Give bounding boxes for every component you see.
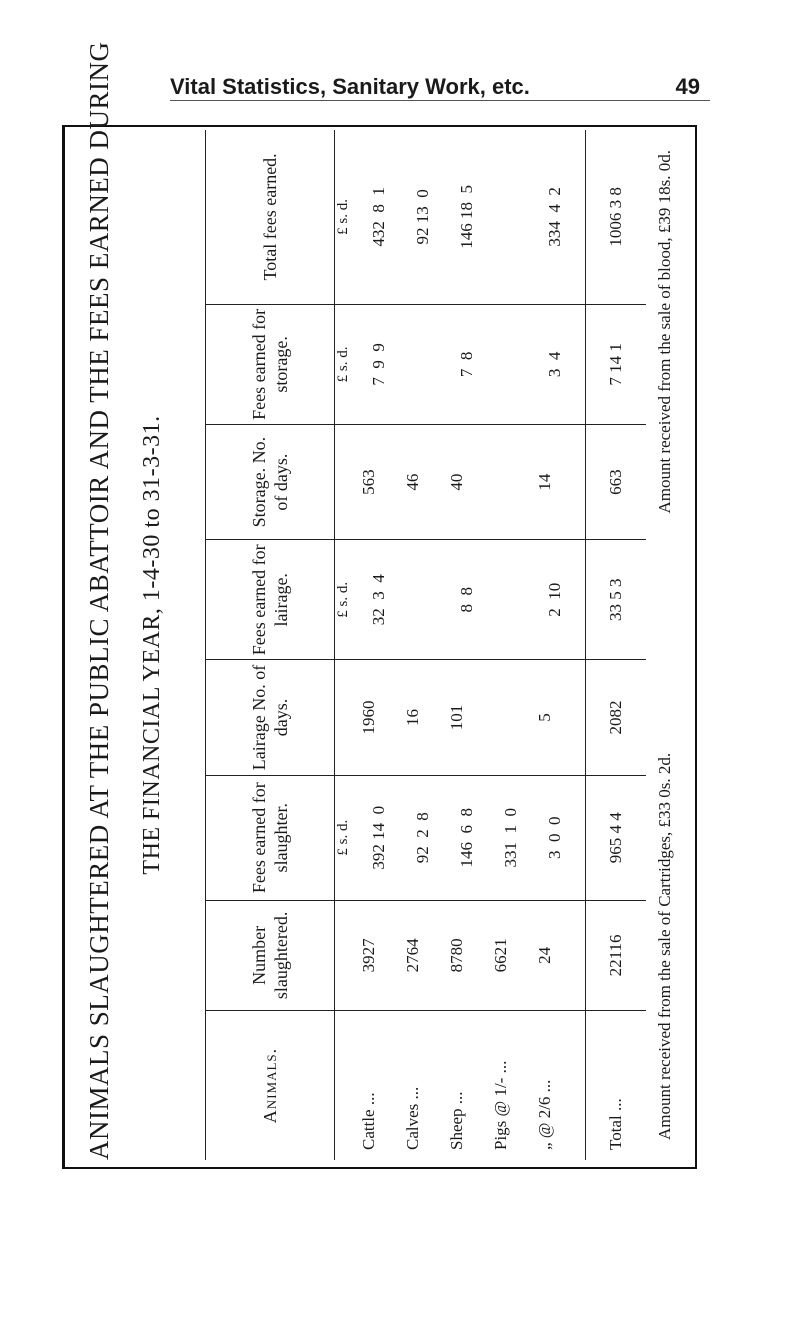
table-cell: 2 10 (545, 582, 564, 617)
units-label: £ s. d. (335, 198, 351, 235)
column-header-animals: Animals. (206, 1011, 335, 1160)
table-cell: 24 (535, 946, 554, 964)
table-cell: 7 8 (457, 351, 476, 378)
table-cell (489, 540, 533, 659)
units-label: £ s. d. (335, 346, 351, 383)
slaughter-cells (357, 776, 577, 900)
storage-fees-cells (357, 305, 577, 424)
table-cell: Pigs @ 1/- ... (491, 1060, 510, 1150)
units-label: £ s. d. (335, 581, 351, 618)
running-title: Vital Statistics, Sanitary Work, etc. (170, 74, 530, 99)
table-cell: 432 8 1 (369, 187, 388, 247)
table-cell: 146 6 8 (457, 807, 476, 868)
column-lairage-days (206, 659, 646, 774)
page-number: 49 (675, 74, 700, 99)
page-header (60, 74, 740, 108)
table-cell (479, 660, 523, 774)
column-fees-lairage (206, 539, 646, 659)
table-cell: 8 8 (457, 587, 476, 613)
table-cell: 2764 (403, 938, 422, 973)
lairage-fees-cells (357, 540, 577, 659)
table-cell: 1960 (359, 700, 378, 735)
table-titles (70, 41, 200, 1160)
table-cell: 563 (359, 469, 378, 495)
total-fees-cells (357, 130, 577, 304)
table-cell (401, 540, 445, 659)
table-cell: 5 (535, 713, 554, 722)
column-header-total-fees: Total fees earned. (206, 130, 335, 304)
table-cell: 7 9 9 (369, 343, 388, 386)
table-cell: Cattle ... (359, 1092, 378, 1150)
table-cell (489, 130, 533, 304)
column-number (206, 900, 646, 1010)
table-cell: 46 (403, 473, 422, 491)
column-header-fees-lairage: Fees earned for lairage. (206, 540, 335, 659)
table-cell: 334 4 2 (545, 187, 564, 247)
table-cell (479, 425, 523, 539)
column-fees-storage (206, 304, 646, 424)
table-cell: 40 (447, 473, 466, 491)
footnote-cartridges: Amount received from the sale of Cartridges, £33 0s. 2d. (655, 752, 674, 1140)
table-cell: Calves ... (403, 1086, 422, 1150)
table-cell: „ @ 2/6 ... (535, 1079, 554, 1150)
total-number: 22116 (585, 901, 646, 1010)
table-cell: 3 4 (545, 351, 564, 378)
table-cell: 92 2 8 (413, 812, 432, 864)
units-label: £ s. d. (335, 819, 351, 856)
footnotes (655, 130, 689, 1160)
total-slaughter: 965 4 4 (585, 776, 646, 900)
animals-cells (335, 1011, 567, 1160)
table-cell: 101 (447, 704, 466, 731)
storage-days-cells (335, 425, 567, 539)
table-cell: 146 18 5 (457, 185, 476, 249)
column-total-fees (206, 130, 646, 304)
column-header-number: Number slaughtered. (206, 901, 335, 1010)
table-cell: 392 14 0 (369, 805, 388, 870)
table-subtitle: THE FINANCIAL YEAR, 1-4-30 to 31-3-31. (139, 415, 165, 875)
table-cell: 92 13 0 (413, 189, 432, 245)
table-cell: 32 3 4 (369, 574, 388, 626)
table-cell: Sheep ... (447, 1091, 466, 1150)
total-label: Total ... (585, 1011, 646, 1160)
table-cell: 8780 (447, 938, 466, 973)
column-header-storage-days: Storage. No. of days. (206, 425, 335, 539)
table-cell (401, 305, 445, 424)
total-lairage-days: 2082 (585, 660, 646, 774)
total-storage-days: 663 (585, 425, 646, 539)
column-header-lairage-days: Lairage No. of days. (206, 660, 335, 774)
column-storage-days (206, 424, 646, 539)
column-header-fees-storage: Fees earned for storage. (206, 305, 335, 424)
number-cells (335, 901, 567, 1010)
table-cell: 14 (535, 473, 554, 491)
table-cell: 3927 (359, 938, 378, 973)
total-storage-fees: 7 14 1 (585, 305, 646, 424)
footnote-blood: Amount received from the sale of blood, £39 18s. 0d. (655, 150, 674, 514)
table-cell: 3 0 0 (545, 816, 564, 859)
table-cell: 6621 (491, 938, 510, 973)
column-header-fees-slaughter: Fees earned for slaughter. (206, 776, 335, 900)
header-rule (170, 100, 710, 101)
table-cell: 331 1 0 (501, 807, 520, 868)
column-fees-slaughter (206, 775, 646, 900)
table-cell: 16 (403, 709, 422, 726)
lairage-days-cells (335, 660, 567, 774)
column-animals (206, 1010, 646, 1160)
grand-total: 1006 3 8 (585, 130, 646, 304)
table-cell (489, 305, 533, 424)
total-lairage-fees: 33 5 3 (585, 540, 646, 659)
abattoir-table (205, 130, 646, 1160)
table-title: ANIMALS SLAUGHTERED AT THE PUBLIC ABATTOIR AND THE FEES EARNED DURING (84, 41, 114, 1160)
